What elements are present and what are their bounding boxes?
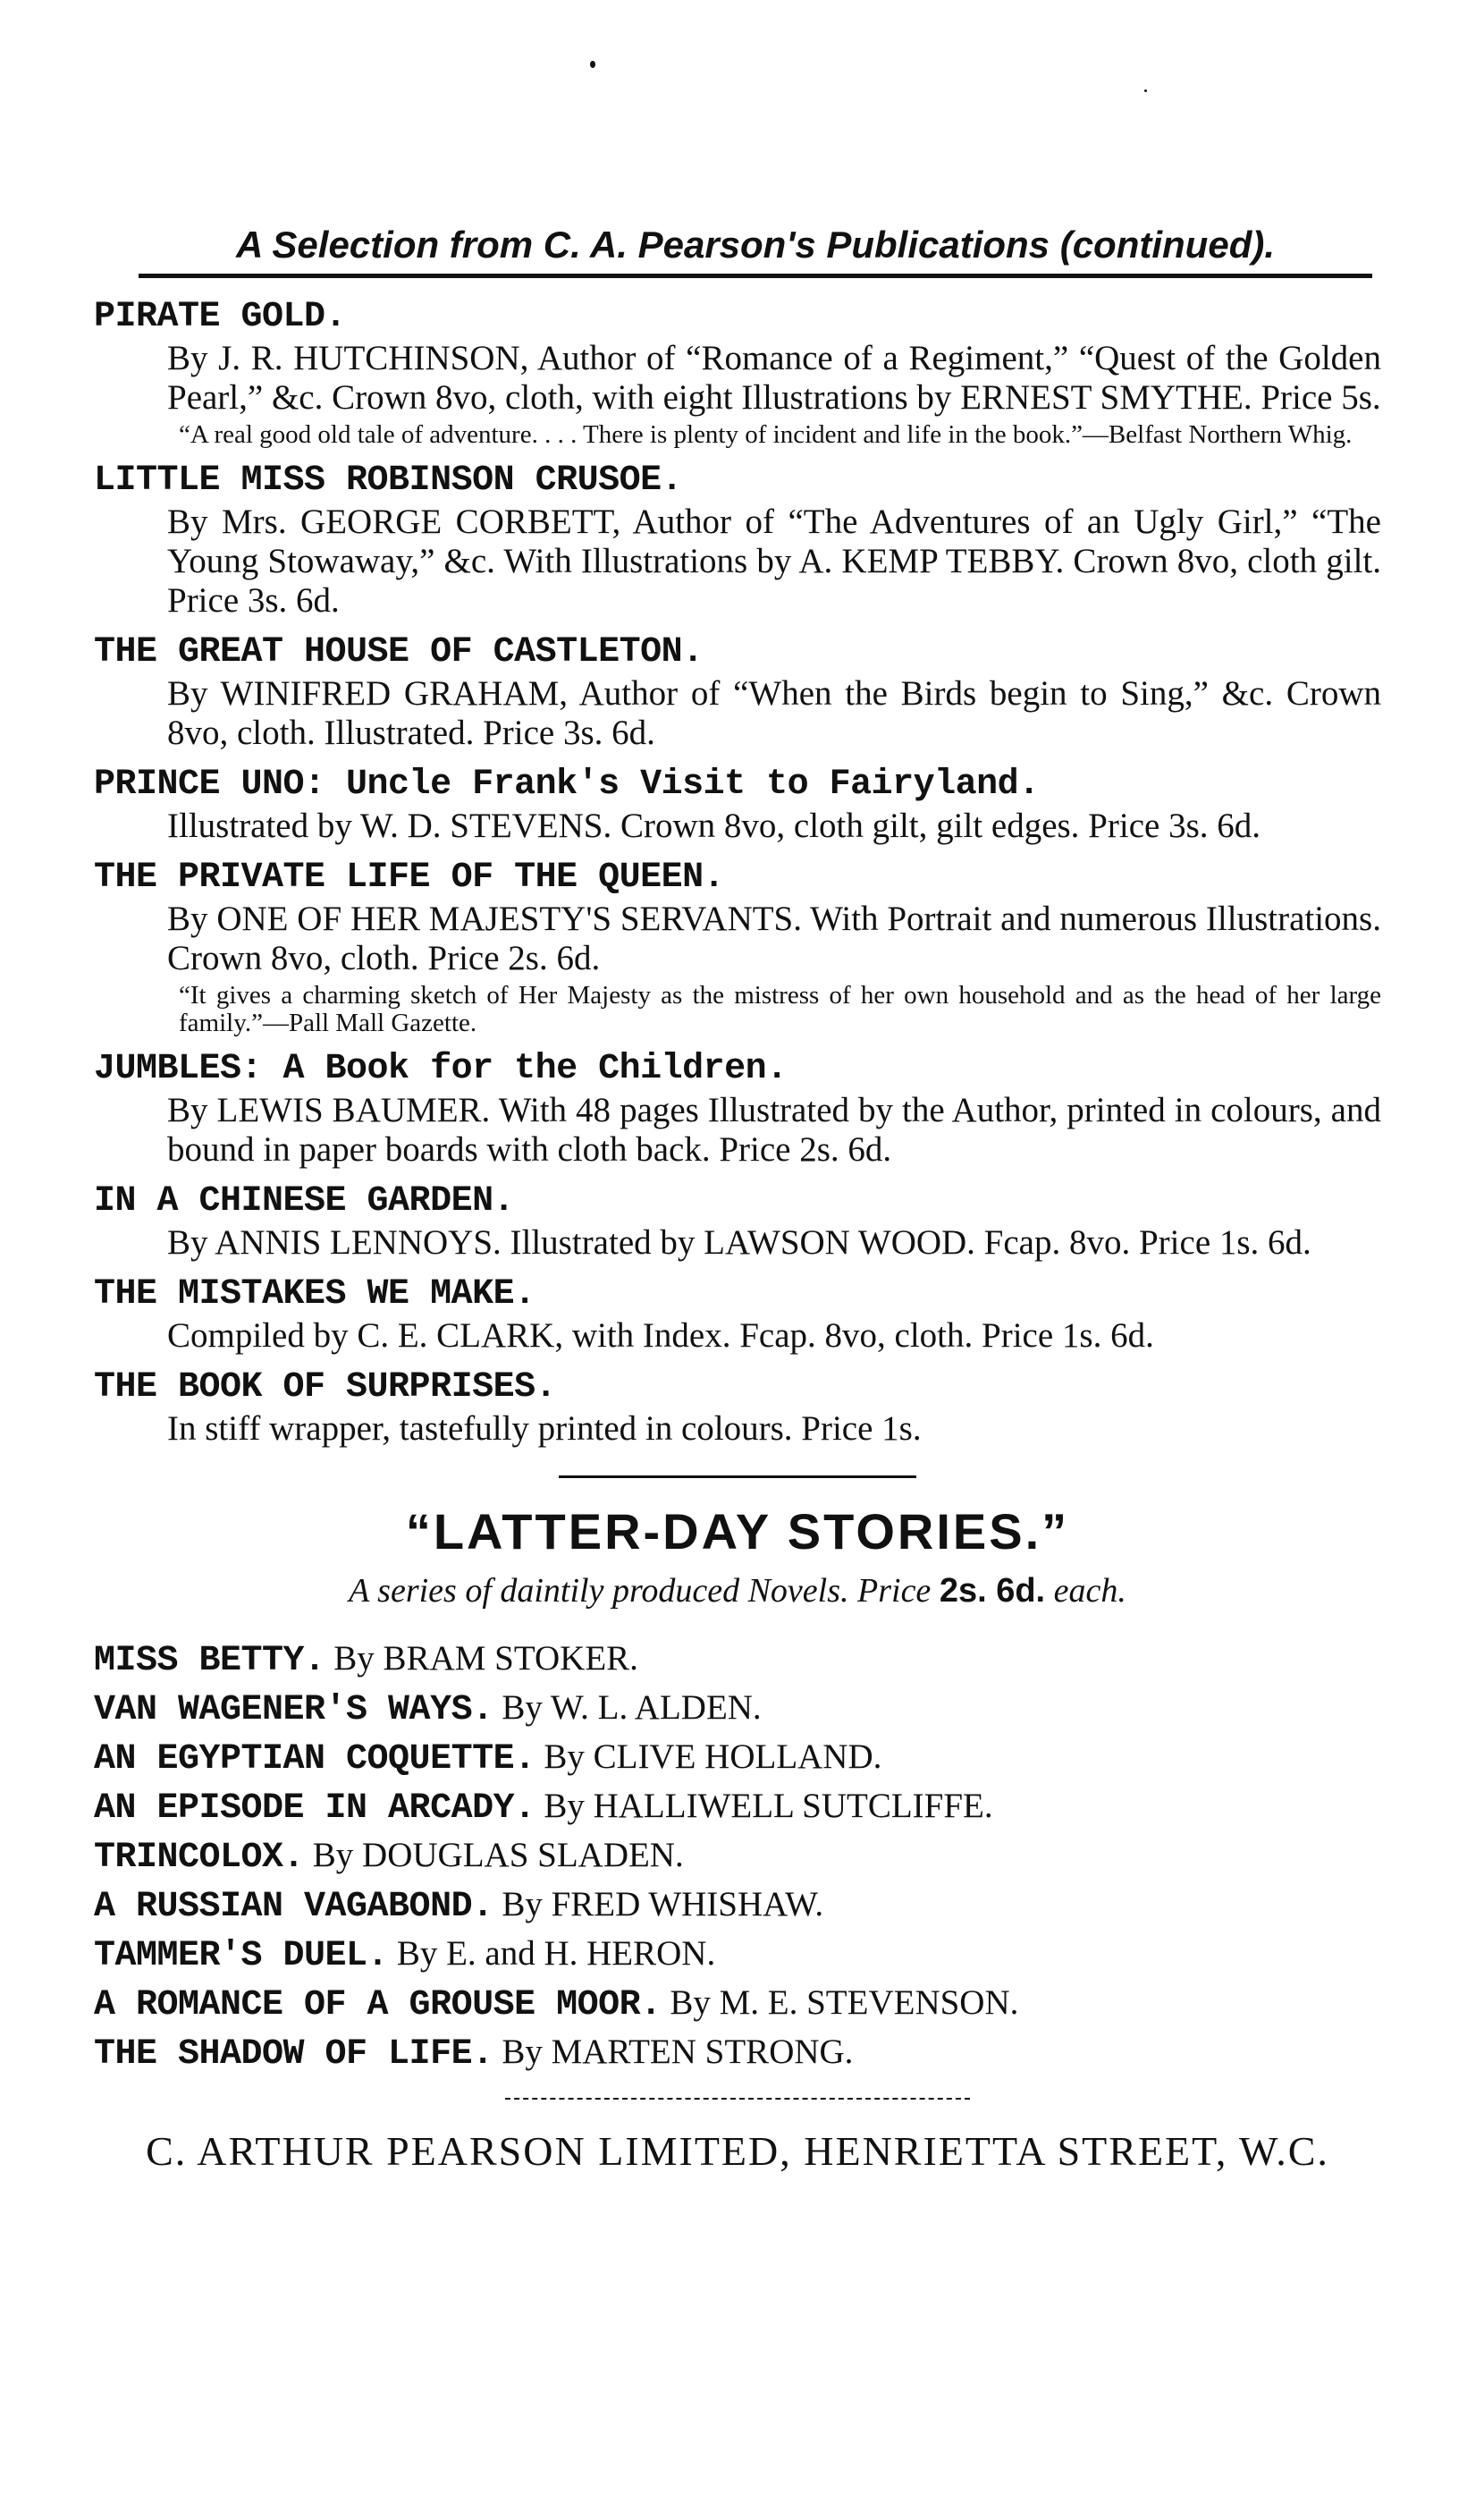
book-title: PRINCE UNO: Uncle Frank's Visit to Fairyland. xyxy=(94,765,1040,806)
book-description: In stiff wrapper, tastefully printed in colours. Price 1s. xyxy=(167,1409,922,1449)
story-author: By W. L. ALDEN. xyxy=(502,1688,762,1728)
book-description: By J. R. HUTCHINSON, Author of “Romance of a Regiment,” “Quest of the Golden Pearl,” &c. Crown 8vo, cloth, with eight Illustrations by ERNEST SMYTHE. Price 5s. xyxy=(167,339,1381,418)
book-title: IN A CHINESE GARDEN. xyxy=(94,1181,515,1222)
book-title: PIRATE GOLD. xyxy=(94,297,347,338)
story-title: A ROMANCE OF A GROUSE MOOR. xyxy=(94,1985,662,2026)
book-description: By ANNIS LENNOYS. Illustrated by LAWSON WOOD. Fcap. 8vo. Price 1s. 6d. xyxy=(167,1223,1311,1263)
story-entry xyxy=(94,1636,1381,1685)
book-entry xyxy=(94,857,1381,1037)
story-entry xyxy=(94,2029,1381,2078)
book-list xyxy=(94,296,1381,1449)
story-author: By BRAM STOKER. xyxy=(333,1639,638,1678)
story-title: TRINCOLOX. xyxy=(94,1838,305,1879)
book-description: By ONE OF HER MAJESTY'S SERVANTS. With Portrait and numerous Illustrations. Crown 8vo, cloth. Price 2s. 6d. xyxy=(167,900,1381,978)
book-description: By WINIFRED GRAHAM, Author of “When the Birds begin to Sing,” &c. Crown 8vo, cloth. Illustrated. Price 3s. 6d. xyxy=(167,674,1381,753)
story-entry xyxy=(94,1783,1381,1832)
footer-divider xyxy=(505,2098,970,2100)
story-title: TAMMER'S DUEL. xyxy=(94,1936,389,1977)
book-entry xyxy=(94,296,1381,449)
story-title: THE SHADOW OF LIFE. xyxy=(94,2034,493,2075)
story-entry xyxy=(94,1881,1381,1931)
book-description: Illustrated by W. D. STEVENS. Crown 8vo, cloth gilt, gilt edges. Price 3s. 6d. xyxy=(167,807,1261,846)
publisher-imprint: C. ARTHUR PEARSON LIMITED, HENRIETTA STREET, W.C. xyxy=(146,2128,1329,2175)
series-subtitle-text: A series of daintily produced Novels. Price xyxy=(349,1572,932,1610)
book-description: Compiled by C. E. CLARK, with Index. Fcap. 8vo, cloth. Price 1s. 6d. xyxy=(167,1316,1154,1356)
story-author: By E. and H. HERON. xyxy=(396,1934,716,1974)
story-title: AN EGYPTIAN COQUETTE. xyxy=(94,1739,535,1780)
story-title: A RUSSIAN VAGABOND. xyxy=(94,1887,493,1928)
story-title: VAN WAGENER'S WAYS. xyxy=(94,1690,493,1731)
story-list xyxy=(94,1636,1381,2078)
book-entry xyxy=(94,631,1381,753)
book-review: “It gives a charming sketch of Her Majesty as the mistress of her own household and as the head of her large family.”—Pall Mall Gazette. xyxy=(179,981,1381,1038)
book-title: THE BOOK OF SURPRISES. xyxy=(94,1367,557,1408)
book-title: LITTLE MISS ROBINSON CRUSOE. xyxy=(94,461,683,502)
book-title: JUMBLES: A Book for the Children. xyxy=(94,1049,788,1090)
story-entry xyxy=(94,1832,1381,1881)
story-author: By M. E. STEVENSON. xyxy=(670,1983,1019,2023)
story-author: By HALLIWELL SUTCLIFFE. xyxy=(544,1787,993,1826)
book-entry xyxy=(94,1180,1381,1263)
ink-speck xyxy=(1144,89,1147,92)
page-header: A Selection from C. A. Pearson's Publications (continued). xyxy=(139,224,1372,278)
book-entry xyxy=(94,764,1381,846)
page xyxy=(94,224,1381,2177)
story-author: By FRED WHISHAW. xyxy=(502,1885,824,1924)
series-subtitle-each: each. xyxy=(1053,1572,1126,1610)
story-entry xyxy=(94,1685,1381,1734)
series-subtitle xyxy=(94,1569,1381,1612)
ink-speck xyxy=(590,61,595,68)
section-divider xyxy=(559,1475,916,1478)
story-author: By CLIVE HOLLAND. xyxy=(544,1737,882,1777)
book-entry xyxy=(94,460,1381,621)
series-price: 2s. 6d. xyxy=(939,1572,1046,1610)
book-entry xyxy=(94,1366,1381,1449)
book-title: THE PRIVATE LIFE OF THE QUEEN. xyxy=(94,858,725,899)
book-review: “A real good old tale of adventure. . . . There is plenty of incident and life in the book.”—Belfast Northern Whig. xyxy=(179,420,1353,450)
book-entry xyxy=(94,1048,1381,1170)
story-title: AN EPISODE IN ARCADY. xyxy=(94,1788,535,1830)
book-entry xyxy=(94,1273,1381,1356)
book-description: By LEWIS BAUMER. With 48 pages Illustrated by the Author, printed in colours, and bound in paper boards with cloth back. Price 2s. 6d. xyxy=(167,1091,1381,1170)
story-entry xyxy=(94,1980,1381,2029)
story-author: By DOUGLAS SLADEN. xyxy=(312,1836,684,1875)
series-title: “LATTER-DAY STORIES.” xyxy=(405,1503,1070,1560)
story-author: By MARTEN STRONG. xyxy=(502,2033,854,2072)
book-description: By Mrs. GEORGE CORBETT, Author of “The Adventures of an Ugly Girl,” “The Young Stowaway,” &c. With Illustrations by A. KEMP TEBBY. Crown 8vo, cloth gilt. Price 3s. 6d. xyxy=(167,503,1381,621)
story-title: MISS BETTY. xyxy=(94,1641,325,1682)
story-entry xyxy=(94,1734,1381,1783)
book-title: THE GREAT HOUSE OF CASTLETON. xyxy=(94,632,704,673)
story-entry xyxy=(94,1931,1381,1980)
book-title: THE MISTAKES WE MAKE. xyxy=(94,1274,535,1315)
